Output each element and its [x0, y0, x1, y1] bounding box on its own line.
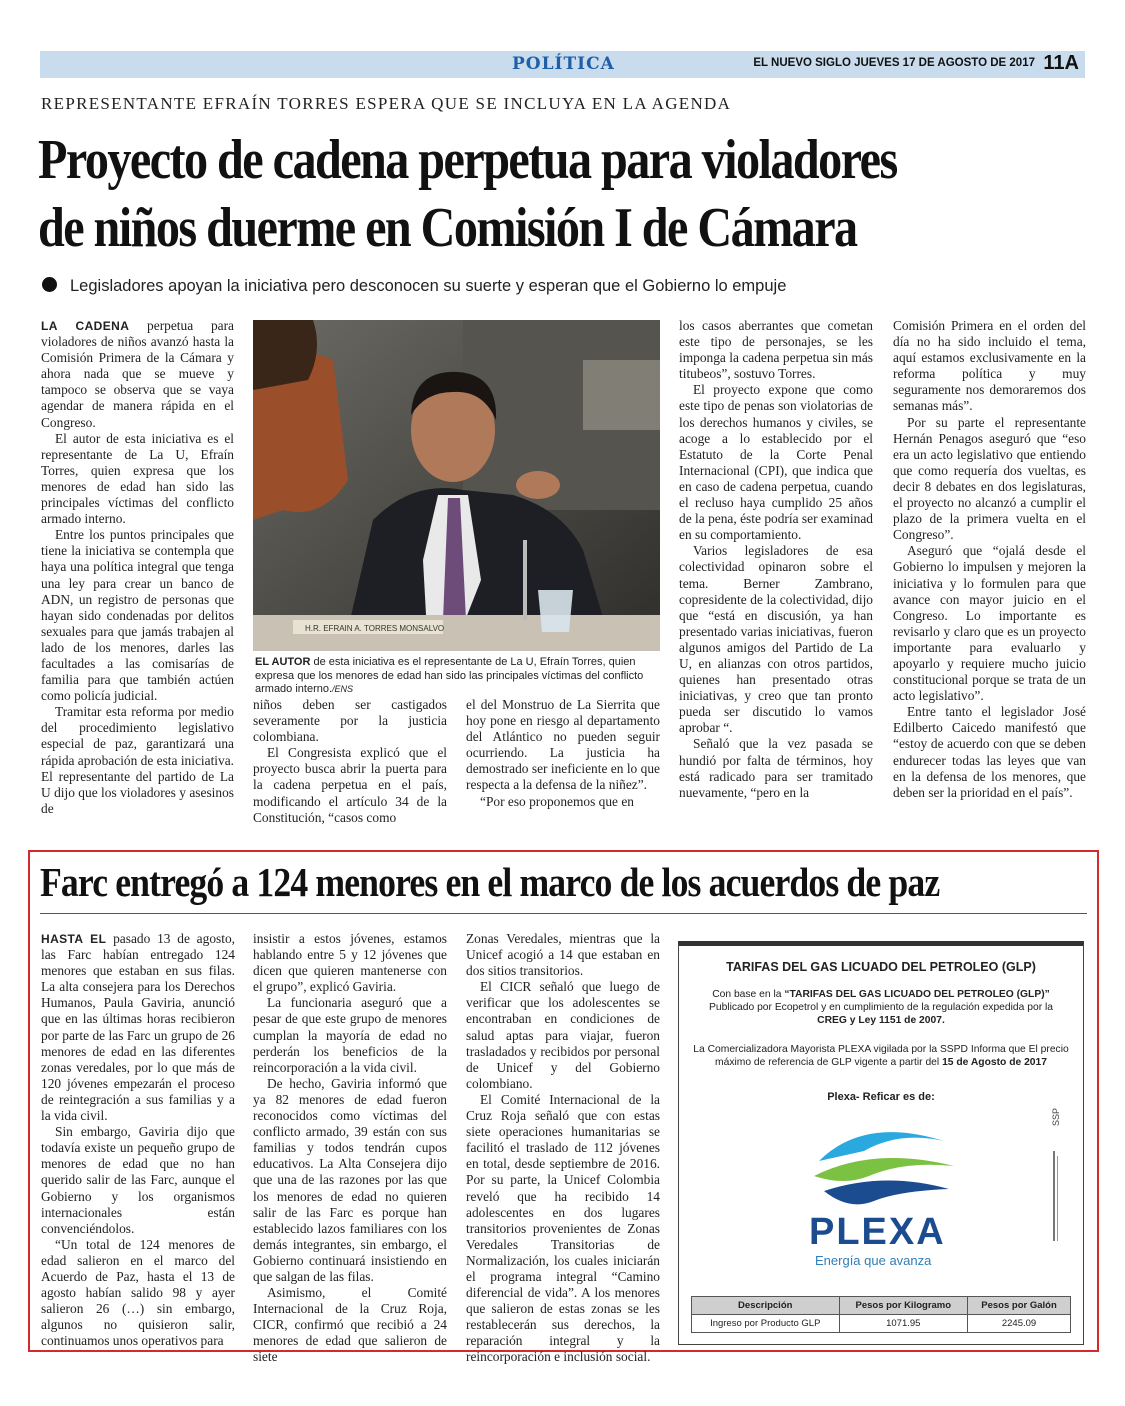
table-cell: 1071.95 — [839, 1315, 968, 1333]
paragraph: “Por eso proponemos que en — [480, 793, 634, 809]
paragraph: Entre los puntos principales que tiene la iniciativa se contempla que haya una política integral que tenga una ley para crear un banco de ADN, un registro de personas que hayan sido condenadas por delitos sexuales para que jamás trabajen al lado de los menores, darles las facultades a las comisarías de familia para que también actúen como policía judicial. — [41, 527, 234, 704]
paragraph: De hecho, Gaviria informó que ya 82 menores de edad fueron reconocidos como víctimas del conflicto armado, 39 están con sus familias y todos tendrán cupos educativos. La Alta Consejera dijo que una de las razones por las que los menores de edad no quieren salir de las Farc es porque han establecido lazos familiares con los demás integrantes, sin embargo, el Gobierno continuará insistiendo en que salgan de las filas. — [253, 1075, 447, 1284]
table-cell: 2245.09 — [968, 1315, 1071, 1333]
section-band — [40, 51, 1085, 78]
paragraph: Varios legisladores de esa colectividad opinaron sobre el tema. Berner Zambrano, copresidente de la colectividad, dijo que “está en discusión, ya han presentado varias iniciativas, fueron algunos amigos del Partido de La U, en alianzas con otros partidos, quienes han presentado otras iniciativas, y creo que tan pronto pueda ser discutido lo vamos aprobar “. — [679, 543, 873, 736]
paragraph: Tramitar esta reforma por medio del procedimiento legislativo especial de paz, garantizará una rápida aprobación de esta iniciativa. El representante del partido de La U dijo que los violadores y asesinos de — [41, 704, 234, 816]
price-table-header: Descripción — [692, 1297, 840, 1315]
paragraph: El proyecto expone que como este tipo de penas son violatorias de los derechos humanos y civiles, se acoge a lo establecido por el Estatuto de la Corte Penal Internacional (CPI), que indica que en caso de cadena perpetua, cuando el recluso haya cumplido 25 años de la pena, éste podría ser examinad en su comportamiento. — [679, 382, 873, 543]
ad-body: Con base en la “TARIFAS DEL GAS LICUADO DEL PETROLEO (GLP)” Publicado por Ecopetrol y en cumplimiento de la regulación expedida por la CREG y Ley 1151 de 2007. — [708, 989, 1053, 1026]
paragraph: La funcionaria aseguró que a pesar de que este grupo de menores cumplan la mayoría de edad no perderán los beneficios de la reincorporación a la vida civil. — [253, 995, 447, 1075]
paragraph: Entre tanto el legislador José Edilberto Caicedo manifestó que “estoy de acuerdo con que se deben endurecer todas las leyes que van en la defensa de los menores, que deben ser la prioridad en el país”. — [893, 704, 1086, 800]
story1-column-1 — [41, 318, 234, 826]
paragraph: Por su parte el representante Hernán Penagos aseguró que “eso era un acto legislativo que entiendo que como requería dos vueltas, es decir 8 debates en dos legislaturas, el proyecto no alcanzó a cumplir el plazo de la primera vuelta en el Congreso”. — [893, 414, 1086, 543]
story1-column-3 — [466, 697, 660, 827]
headline-line-1: Proyecto de cadena perpetua para violadores — [38, 129, 897, 191]
subheadline — [42, 277, 786, 296]
page-number: 11A — [1043, 52, 1079, 74]
ad-subtitle: Plexa- Reficar es de: — [827, 1091, 935, 1103]
paragraph: Señaló que la vez pasada se hundió por falta de términos, hoy está radicado para ser tramitado nuevamente, “pero en la — [679, 736, 873, 800]
plexa-logo-text: PLEXA — [809, 1211, 946, 1253]
photo-illustration — [253, 320, 660, 651]
paragraph: el del Monstruo de La Sierrita que hoy pone en riesgo al departamento del Atlántico no pueden seguir ocurriendo. La justicia ha demostrado ser ineficiente en lo que respecta a la defensa de la niñez”. — [466, 697, 660, 793]
story2-column-1 — [41, 931, 235, 1349]
story2-column-3 — [466, 931, 660, 1365]
paper-date: EL NUEVO SIGLO JUEVES 17 DE AGOSTO DE 2017 — [753, 57, 1035, 69]
story1-column-2 — [253, 697, 447, 827]
plexa-advertisement — [678, 941, 1084, 1345]
paragraph: Sin embargo, Gaviria dijo que todavía existe un pequeño grupo de menores de edad que no han querido salir de las Farc, aunque el Gobierno y los organismos internacionales están convenciéndolos. — [41, 1124, 235, 1236]
story1-column-4 — [679, 318, 873, 826]
main-headline — [38, 126, 950, 262]
table-cell: Ingreso por Producto GLP — [692, 1315, 840, 1333]
lead-in: LA CADENA — [41, 319, 130, 333]
paragraph: El CICR señaló que luego de verificar que los adolescentes se encontraban en condiciones de salud aptas para viajar, fueron trasladados y recibidos por personal de Unicef y del Gobierno colombiano. — [466, 979, 660, 1091]
price-table-header: Pesos por Galón — [968, 1297, 1071, 1315]
paragraph: “Un total de 124 menores de edad salieron en el marco del Acuerdo de Paz, hasta el 13 de agosto habían salido 98 y ayer salieron 26 (…) sin embargo, algunos no quisieron salir, continuamos unos operativos para — [41, 1236, 235, 1349]
story2-headline: Farc entregó a 124 menores en el marco de los acuerdos de paz — [40, 859, 940, 905]
table-row — [692, 1315, 1071, 1333]
ad-price-notice: La Comercializadora Mayorista PLEXA vigilada por la SSPD Informa que El precio máximo de referencia de GLP vigente a partir del 15 de Agosto de 2017 — [693, 1044, 1069, 1068]
story-kicker: REPRESENTANTE EFRAÍN TORRES ESPERA QUE SE INCLUYA EN LA AGENDA — [41, 94, 732, 113]
paragraph: Comisión Primera en el orden del día no ha sido incluido el tema, aquí estamos exclusivamente en la reforma política y muy seguramente nos demoraremos dos semanas más”. — [893, 318, 1086, 414]
price-table — [691, 1296, 1071, 1333]
paragraph: El autor de esta iniciativa es el representante de La U, Efraín Torres, quien expresa que los menores de edad han sido las principales víctimas del conflicto armado interno. — [41, 430, 234, 527]
paragraph: los casos aberrantes que cometan este tipo de personajes, se les imponga la cadena perpetua sin más titubeos”, sostuvo Torres. — [679, 318, 873, 382]
story2-column-2 — [253, 931, 447, 1365]
plexa-slogan: Energía que avanza — [815, 1253, 932, 1268]
section-name: POLÍTICA — [512, 54, 615, 74]
subheadline-text: Legisladores apoyan la iniciativa pero desconocen su suerte y esperan que el Gobierno lo empuje — [70, 277, 787, 295]
story1-column-5 — [893, 318, 1086, 826]
headline-line-2: de niños duerme en Comisión I de Cámara — [38, 197, 857, 259]
divider — [40, 913, 1087, 914]
bullet-icon — [42, 277, 57, 292]
paragraph: HASTA EL pasado 13 de agosto, las Farc habían entregado 124 menores que estaban en sus filas. La alta consejera para los Derechos Humanos, Paula Gaviria, anunció que en las últimas horas recibieron por parte de las Farc un grupo de 26 menores de edad en las diferentes zonas veredales, por lo que más de 120 jóvenes empezarán el proceso de reintegración a sus familias y a la vida civil. — [41, 931, 235, 1124]
lead-in: HASTA EL — [41, 932, 107, 946]
photo-caption: EL AUTOR de esta iniciativa es el representante de La U, Efraín Torres, quien expresa que los menores de edad han sido las principales víctimas del conflicto armado interno./ENS — [255, 656, 644, 695]
paragraph: Asimismo, el Comité Internacional de la Cruz Roja, CICR, confirmó que recibió a 24 menores de edad que salieron de siete — [253, 1285, 447, 1365]
nameplate-text: H.R. EFRAIN A. TORRES MONSALVO — [305, 624, 445, 633]
paragraph: Zonas Veredales, mientras que la Unicef acogió a 14 que estaban en dos sitios transitorios. — [466, 931, 660, 979]
article-photo — [253, 320, 660, 651]
paragraph: insistir a estos jóvenes, estamos hablando entre 5 y 12 jóvenes que dicen que quieren mantenerse con el grupo”, explicó Gaviria. — [253, 931, 447, 995]
price-table-header: Pesos por Kilogramo — [839, 1297, 968, 1315]
paragraph: El Comité Internacional de la Cruz Roja señaló que con estas siete operaciones humanitarias se facilitó el traslado de 112 jóvenes en total, desde septiembre de 2016. Por su parte, la Unicef Colombia reveló que ha recibido 14 adolescentes en dos lugares transitorios provenientes de Zonas Veredales Transitorias de Normalización, los cuales iniciarán el programa integral “Camino diferencial de vida”. A los menores que salieron de estas zonas se les restablecerán sus derechos, la reparación integral y la reincorporación e inclusión social. — [466, 1091, 660, 1365]
ad-title: TARIFAS DEL GAS LICUADO DEL PETROLEO (GLP) — [726, 960, 1036, 974]
paragraph: El Congresista explicó que el proyecto busca abrir la puerta para la cadena perpetua en el país, modificando el artículo 34 de la Constitución, “casos como — [253, 745, 447, 825]
paragraph: LA CADENA perpetua para violadores de niños avanzó hasta la Comisión Primera de la Cámara y ahora nada que se mueve y tampoco se observa que se vaya agendar de manera rápida en el Congreso. — [41, 318, 234, 430]
svg-text:SSP: SSP — [1051, 1107, 1061, 1126]
ssp-mark-icon — [1049, 1096, 1063, 1246]
paragraph: niños deben ser castigados severamente por la justicia colombiana. — [253, 697, 447, 745]
paragraph: Aseguró que “ojalá desde el Gobierno lo impulsen y mejoren la iniciativa y lo formulen para que avance con mayor juicio en el Congreso. Lo importante es revisarlo y claro que es un proyecto importante para evaluarlo y apoyarlo y requiere mucho juicio constitucional porque se trata de un acto legislativo”. — [893, 543, 1086, 704]
